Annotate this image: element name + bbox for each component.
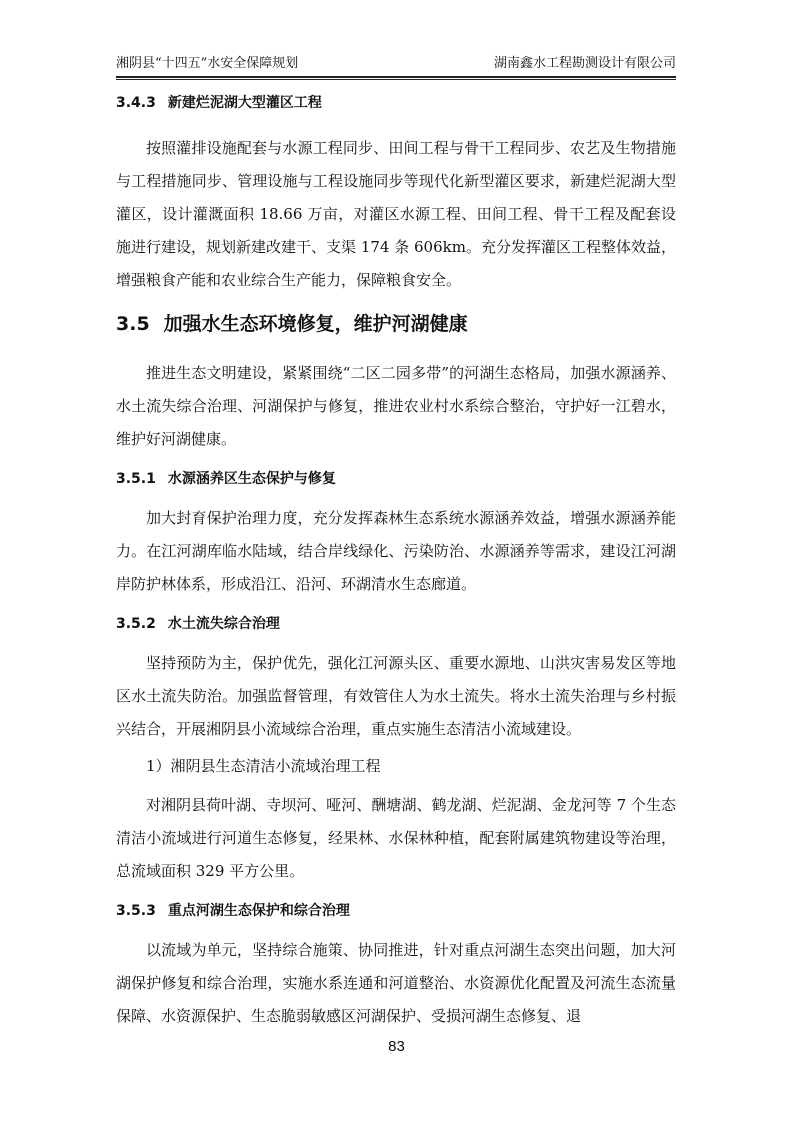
heading-3-5-3 [116, 900, 676, 922]
heading-number: 3.5.3 [116, 903, 156, 919]
header-company-name: 湖南鑫水工程勘测设计有限公司 [493, 56, 676, 71]
paragraph-3-4-3: 按照灌排设施配套与水源工程同步、田间工程与骨干工程同步、农艺及生物措施与工程措施同步、管理设施与工程设施同步等现代化新型灌区要求，新建烂泥湖大型灌区，设计灌溉面积 18.66 万亩，对灌区水源工程、田间工程、骨干工程及配套设施进行建设，规划新建改建干、支渠 174 条 606km。充分发挥灌区工程整体效益，增强粮食产能和农业综合生产能力，保障粮食安全。 [116, 139, 676, 289]
page-number: 83 [388, 1038, 405, 1055]
heading-number: 3.4.3 [116, 95, 156, 111]
page-header [116, 50, 676, 74]
heading-title: 水土流失综合治理 [167, 616, 280, 632]
header-rule [116, 76, 676, 78]
header-rule-thin [116, 79, 676, 80]
paragraph-3-5-2-b: 对湘阴县荷叶湖、寺坝河、哑河、酬塘湖、鹤龙湖、烂泥湖、金龙河等 7 个生态清洁小流域进行河道生态修复，经果林、水保林种植，配套附属建筑物建设等治理，总流域面积 329 平方公里。 [116, 796, 676, 880]
heading-title: 重点河湖生态保护和综合治理 [167, 903, 350, 919]
header-document-title: 湘阴县“十四五”水安全保障规划 [116, 56, 299, 71]
heading-3-5-2 [116, 613, 676, 635]
page-body [116, 92, 676, 1033]
paragraph-3-5-3: 以流域为单元，坚持综合施策、协同推进，针对重点河湖生态突出问题，加大河湖保护修复和综合治理，实施水系连通和河道整治、水资源优化配置及河流生态流量保障、水资源保护、生态脆弱敏感区河湖保护、受损河湖生态修复、退 [116, 941, 676, 1025]
heading-number: 3.5 [116, 313, 150, 335]
paragraph-3-5-2: 坚持预防为主，保护优先，强化江河源头区、重要水源地、山洪灾害易发区等地区水土流失防治。加强监督管理，有效管住人为水土流失。将水土流失治理与乡村振兴结合，开展湘阴县小流域综合治理，重点实施生态清洁小流域建设。 [116, 654, 676, 738]
paragraph-3-5: 推进生态文明建设，紧紧围绕“二区二园多带”的河湖生态格局，加强水源涵养、水土流失综合治理、河湖保护与修复，推进农业村水系综合整治，守护好一江碧水，维护好河湖健康。 [116, 364, 676, 448]
heading-number: 3.5.1 [116, 471, 156, 487]
list-item-1: 1）湘阴县生态清洁小流域治理工程 [146, 757, 381, 775]
heading-3-5 [116, 309, 676, 339]
paragraph-3-5-1: 加大封育保护治理力度，充分发挥森林生态系统水源涵养效益，增强水源涵养能力。在江河湖库临水陆域，结合岸线绿化、污染防治、水源涵养等需求，建设江河湖岸防护林体系，形成沿江、沿河、环湖清水生态廊道。 [116, 509, 676, 593]
heading-3-4-3 [116, 92, 676, 114]
heading-title: 新建烂泥湖大型灌区工程 [167, 95, 322, 111]
heading-number: 3.5.2 [116, 616, 156, 632]
heading-title: 水源涵养区生态保护与修复 [167, 471, 336, 487]
heading-title: 加强水生态环境修复，维护河湖健康 [163, 313, 468, 335]
heading-3-5-1 [116, 468, 676, 490]
